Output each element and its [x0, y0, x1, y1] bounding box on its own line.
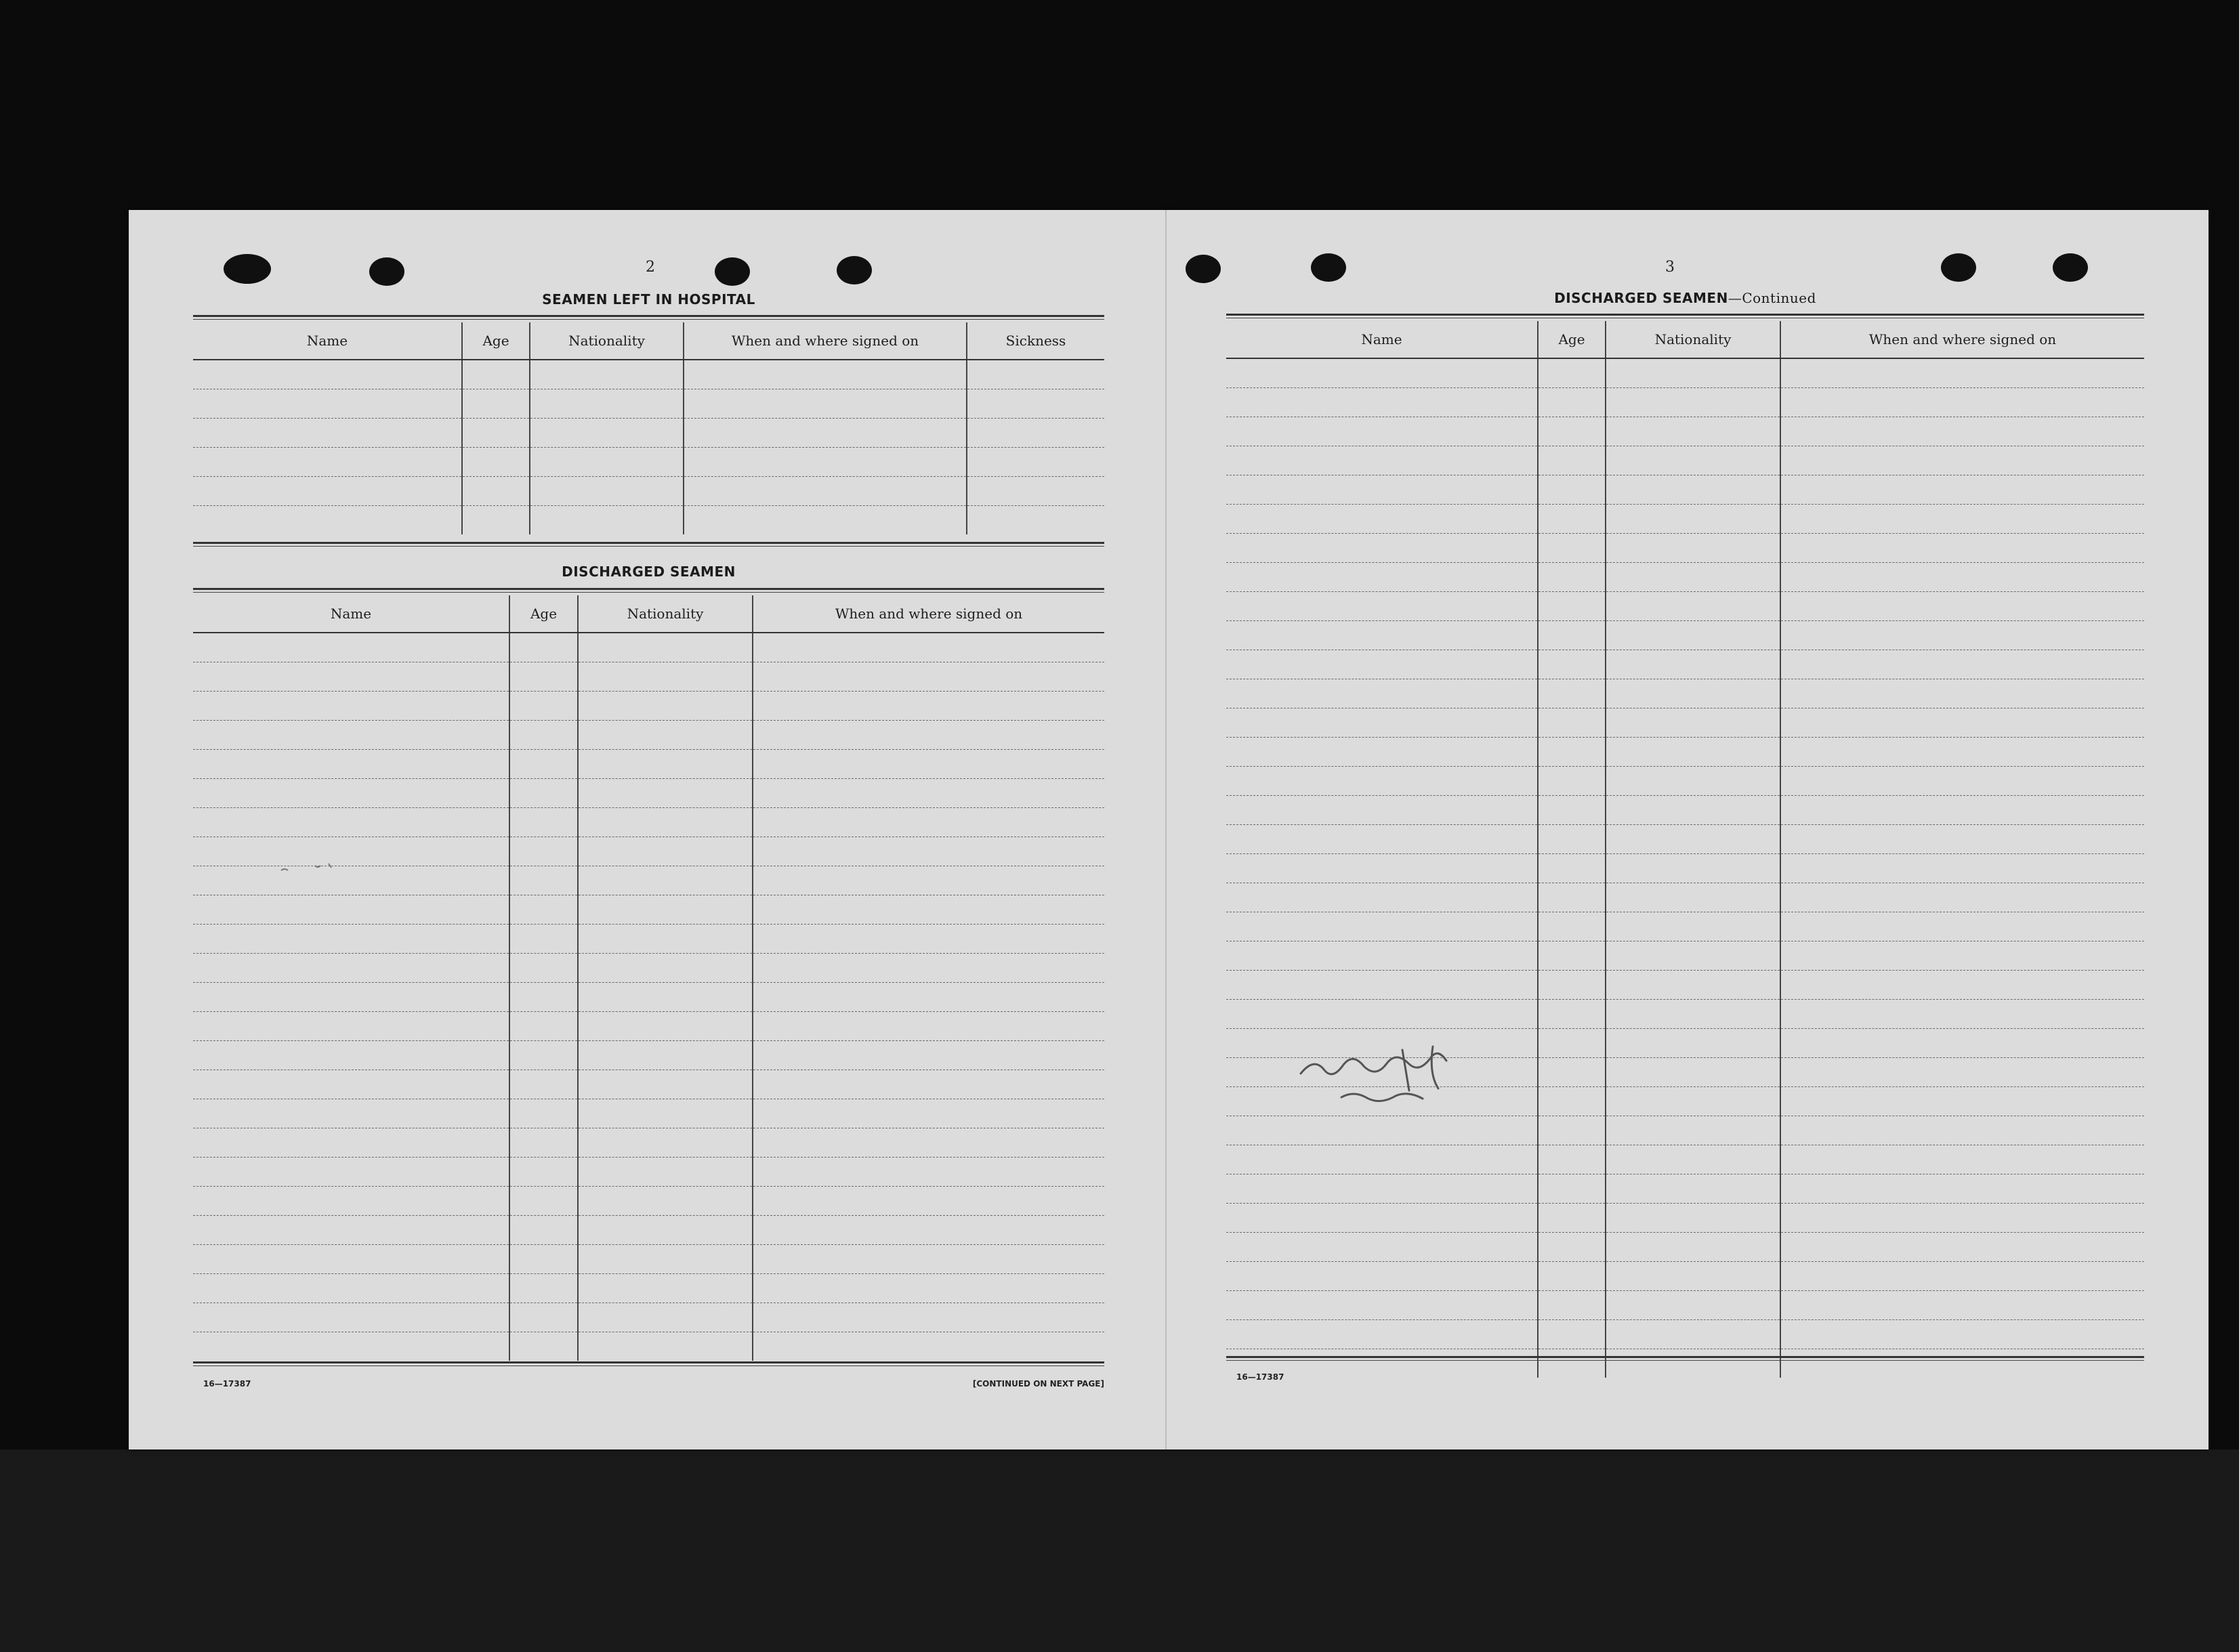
table-row	[193, 1011, 1104, 1040]
section-rule	[193, 1361, 1104, 1363]
hospital-section-title: SEAMEN LEFT IN HOSPITAL	[542, 291, 755, 308]
section-rule	[1226, 314, 2144, 316]
table-row	[193, 360, 1104, 389]
table-row	[1226, 562, 2144, 591]
section-rule	[193, 1365, 1104, 1366]
table-row	[1226, 883, 2144, 912]
table-row	[1226, 766, 2144, 795]
table-row	[193, 1069, 1104, 1099]
table-row	[1226, 679, 2144, 708]
table-row	[193, 982, 1104, 1011]
table-row	[193, 895, 1104, 924]
continued-note: [CONTINUED ON NEXT PAGE]	[972, 1379, 1104, 1389]
table-row	[1226, 1174, 2144, 1203]
table-row	[193, 476, 1104, 505]
table-row	[1226, 446, 2144, 475]
table-row	[1226, 358, 2144, 387]
table-row	[193, 418, 1104, 447]
table-row	[193, 1157, 1104, 1186]
column-header-nationality: Nationality	[578, 595, 753, 633]
section-rule	[193, 542, 1104, 544]
column-header-nationality: Nationality	[1606, 321, 1780, 358]
table-row	[193, 505, 1104, 534]
table-row	[1226, 475, 2144, 504]
table-header-row	[193, 322, 1104, 360]
table-row	[193, 1040, 1104, 1069]
section-rule	[193, 588, 1104, 590]
column-header-signed-on: When and where signed on	[684, 322, 967, 360]
table-row	[1226, 1319, 2144, 1349]
table-row	[1226, 970, 2144, 999]
column-header-name: Name	[1226, 321, 1538, 358]
table-row	[193, 953, 1104, 982]
table-row	[193, 1244, 1104, 1273]
table-row	[1226, 1349, 2144, 1378]
table-row	[193, 1186, 1104, 1215]
column-header-sickness: Sickness	[967, 322, 1104, 360]
scanner-background	[0, 1449, 2239, 1652]
table-row	[1226, 824, 2144, 853]
table-row	[1226, 591, 2144, 620]
table-row	[193, 778, 1104, 807]
table-header-row	[1226, 321, 2144, 358]
section-title-text: DISCHARGED SEAMEN	[1554, 290, 1728, 306]
column-header-signed-on: When and where signed on	[753, 595, 1104, 633]
document-sheet	[129, 210, 2209, 1449]
table-row	[193, 1273, 1104, 1302]
center-fold	[1165, 210, 1167, 1449]
table-row	[1226, 1145, 2144, 1174]
table-row	[1226, 650, 2144, 679]
table-row	[193, 447, 1104, 476]
table-row	[193, 1128, 1104, 1157]
column-header-age: Age	[1538, 321, 1606, 358]
column-header-signed-on: When and where signed on	[1780, 321, 2144, 358]
table-row	[1226, 853, 2144, 883]
table-row	[1226, 795, 2144, 824]
table-row	[1226, 504, 2144, 533]
table-row	[193, 691, 1104, 720]
table-row	[1226, 708, 2144, 737]
table-row	[193, 1099, 1104, 1128]
handwritten-signature	[1294, 1023, 1633, 1118]
table-row	[193, 749, 1104, 778]
section-rule	[193, 592, 1104, 593]
table-row	[193, 389, 1104, 418]
table-row	[193, 720, 1104, 749]
discharged-continued-rows	[1226, 358, 2144, 1378]
table-row	[1226, 533, 2144, 562]
left-page	[193, 210, 1104, 1449]
table-row	[1226, 620, 2144, 650]
table-row	[193, 1302, 1104, 1332]
page-number: 2	[646, 259, 655, 276]
table-row	[1226, 912, 2144, 941]
table-row	[1226, 1290, 2144, 1319]
discharged-section-title: DISCHARGED SEAMEN	[562, 564, 736, 580]
column-header-name: Name	[193, 595, 509, 633]
section-rule	[193, 319, 1104, 320]
column-header-age: Age	[509, 595, 578, 633]
table-row	[1226, 737, 2144, 766]
discharged-rows	[193, 633, 1104, 1361]
right-page	[1226, 210, 2144, 1449]
table-row	[193, 1332, 1104, 1361]
hospital-rows	[193, 360, 1104, 534]
table-row	[1226, 1232, 2144, 1261]
page-number: 3	[1665, 259, 1675, 276]
column-header-age: Age	[462, 322, 530, 360]
section-title-suffix: —Continued	[1728, 290, 1816, 306]
table-row	[1226, 1116, 2144, 1145]
discharged-continued-title	[1226, 290, 2144, 306]
pencil-marks	[274, 853, 356, 881]
table-row	[193, 924, 1104, 953]
column-header-nationality: Nationality	[530, 322, 684, 360]
table-row	[193, 633, 1104, 662]
table-row	[1226, 941, 2144, 970]
section-rule	[193, 315, 1104, 317]
table-row	[1226, 1203, 2144, 1232]
discharged-table	[193, 595, 1104, 1361]
column-header-name: Name	[193, 322, 462, 360]
table-row	[1226, 417, 2144, 446]
punch-hole	[1186, 255, 1221, 283]
hospital-table	[193, 322, 1104, 534]
section-rule	[1226, 1356, 2144, 1358]
table-header-row	[193, 595, 1104, 633]
table-row	[1226, 387, 2144, 417]
table-row	[193, 662, 1104, 691]
discharged-continued-table	[1226, 321, 2144, 1378]
section-rule	[1226, 1360, 2144, 1361]
table-row	[193, 1215, 1104, 1244]
table-row	[193, 807, 1104, 836]
form-code: 16—17387	[203, 1379, 251, 1389]
section-rule	[193, 546, 1104, 547]
form-code: 16—17387	[1236, 1372, 1284, 1382]
table-row	[1226, 1261, 2144, 1290]
